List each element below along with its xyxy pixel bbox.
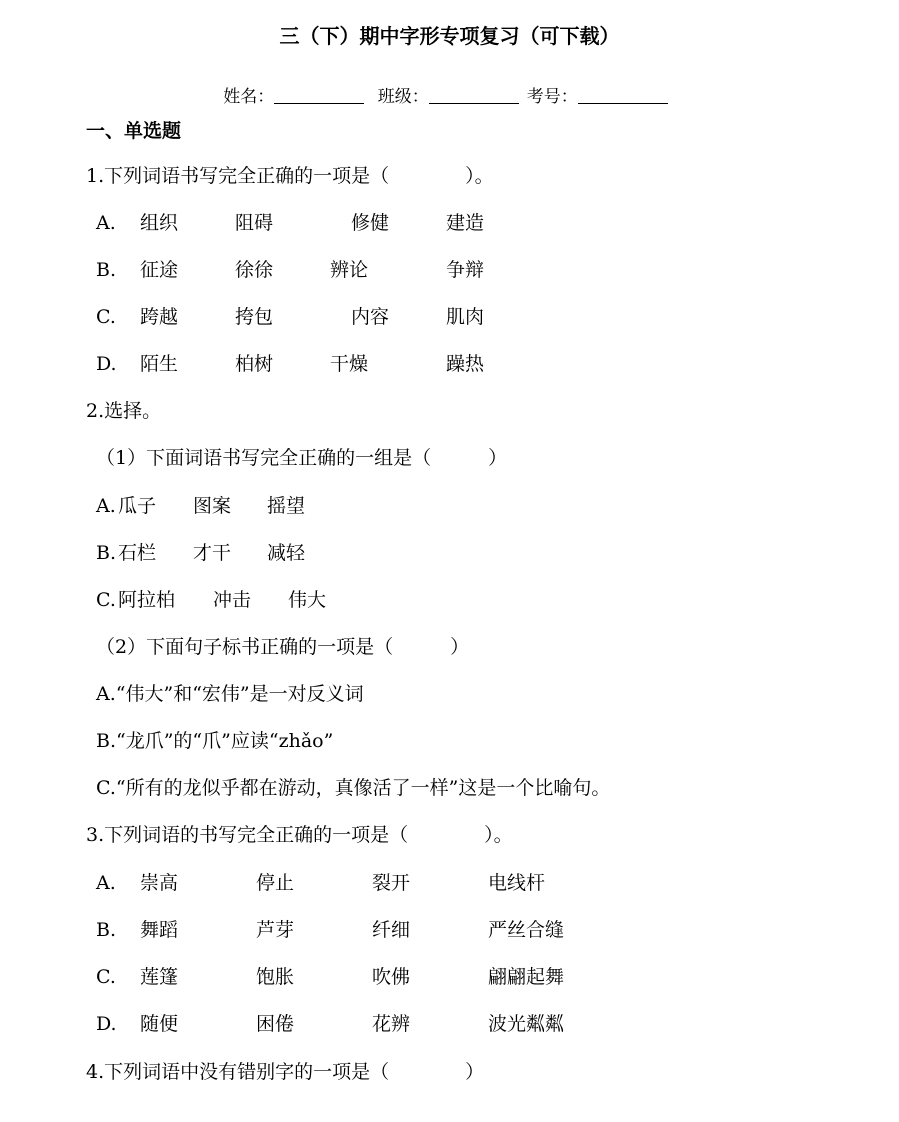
number-label: 考号：: [526, 87, 578, 107]
q1-option-word: 争辩: [446, 259, 485, 281]
q2-sub1-option-word: 摇望: [267, 495, 306, 517]
q1-option-word: 修健: [351, 212, 390, 234]
q3-option-word: 波光粼粼: [488, 1013, 565, 1035]
page-title: 三（下）期中字形专项复习（可下载）: [279, 24, 620, 48]
q3-option-word: 电线杆: [488, 872, 546, 894]
q3-option-word: 吹佛: [372, 966, 411, 988]
q3-option-word: 莲篷: [140, 966, 179, 988]
q1-option-word: 组织: [140, 212, 179, 234]
q2-sub1-option-label: A.: [96, 495, 116, 517]
q2-sub1-option-word: 瓜子: [118, 495, 157, 517]
question-3-stem: 3.下列词语的书写完全正确的一项是（ ）。: [86, 824, 513, 846]
q1-option-word: 躁热: [446, 353, 485, 375]
q1-option-word: 陌生: [140, 353, 179, 375]
q1-option-label: D.: [96, 353, 117, 375]
q3-option-word: 崇高: [140, 872, 179, 894]
q3-option-word: 花辨: [372, 1013, 411, 1035]
question-2-sub1: （1）下面词语书写完全正确的一组是（ ）: [96, 447, 508, 469]
q2-sub1-option-word: 阿拉柏: [118, 589, 176, 611]
q1-option-word: 徐徐: [235, 259, 274, 281]
name-blank[interactable]: [274, 85, 364, 104]
q2-sub1-option-word: 才干: [193, 542, 232, 564]
q3-option-label: A.: [96, 872, 116, 894]
q3-option-word: 饱胀: [256, 966, 295, 988]
q3-option-word: 随便: [140, 1013, 179, 1035]
q3-option-word: 困倦: [256, 1013, 295, 1035]
section-heading: 一、单选题: [86, 120, 182, 142]
q3-option-word: 翩翩起舞: [488, 966, 565, 988]
q1-option-word: 征途: [140, 259, 179, 281]
q2-sub1-option-label: B.: [96, 542, 117, 564]
q1-option-word: 辨论: [330, 259, 369, 281]
student-info-line: [0, 82, 899, 107]
q2-sub2-option: A.“伟大”和“宏伟”是一对反义词: [96, 683, 364, 705]
q2-sub1-option-word: 减轻: [267, 542, 306, 564]
q2-sub2-option: B.“龙爪”的“爪”应读“zhǎo”: [96, 730, 334, 752]
q1-option-word: 建造: [446, 212, 485, 234]
q3-option-word: 严丝合缝: [488, 919, 565, 941]
q2-sub2-option: C.“所有的龙似乎都在游动，真像活了一样”这是一个比喻句。: [96, 777, 611, 799]
q2-sub1-option-word: 图案: [193, 495, 232, 517]
q3-option-word: 舞蹈: [140, 919, 179, 941]
q2-sub1-option-word: 石栏: [118, 542, 157, 564]
q3-option-word: 裂开: [372, 872, 411, 894]
q1-option-word: 肌肉: [446, 306, 485, 328]
q3-option-label: C.: [96, 966, 116, 988]
question-4-stem: 4.下列词语中没有错别字的一项是（ ）: [86, 1061, 485, 1083]
q3-option-label: D.: [96, 1013, 117, 1035]
q3-option-word: 纤细: [372, 919, 411, 941]
q1-option-word: 挎包: [235, 306, 274, 328]
q1-option-word: 干燥: [330, 353, 369, 375]
q1-option-word: 内容: [351, 306, 390, 328]
class-label: 班级：: [377, 87, 429, 107]
q2-sub1-option-label: C.: [96, 589, 116, 611]
q1-option-word: 阻碍: [235, 212, 274, 234]
q1-option-word: 柏树: [235, 353, 274, 375]
q1-option-word: 跨越: [140, 306, 179, 328]
q1-option-label: C.: [96, 306, 116, 328]
number-blank[interactable]: [578, 85, 668, 104]
q3-option-word: 停止: [256, 872, 295, 894]
q1-option-label: B.: [96, 259, 117, 281]
class-blank[interactable]: [429, 85, 519, 104]
q2-sub1-option-word: 冲击: [213, 589, 252, 611]
question-1-stem: 1.下列词语书写完全正确的一项是（ ）。: [86, 165, 494, 187]
q2-sub1-option-word: 伟大: [288, 589, 327, 611]
q3-option-label: B.: [96, 919, 117, 941]
question-2-sub2: （2）下面句子标书正确的一项是（ ）: [96, 636, 470, 658]
q1-option-label: A.: [96, 212, 116, 234]
q3-option-word: 芦芽: [256, 919, 295, 941]
question-2-stem: 2.选择。: [86, 400, 162, 422]
name-label: 姓名：: [223, 87, 275, 107]
